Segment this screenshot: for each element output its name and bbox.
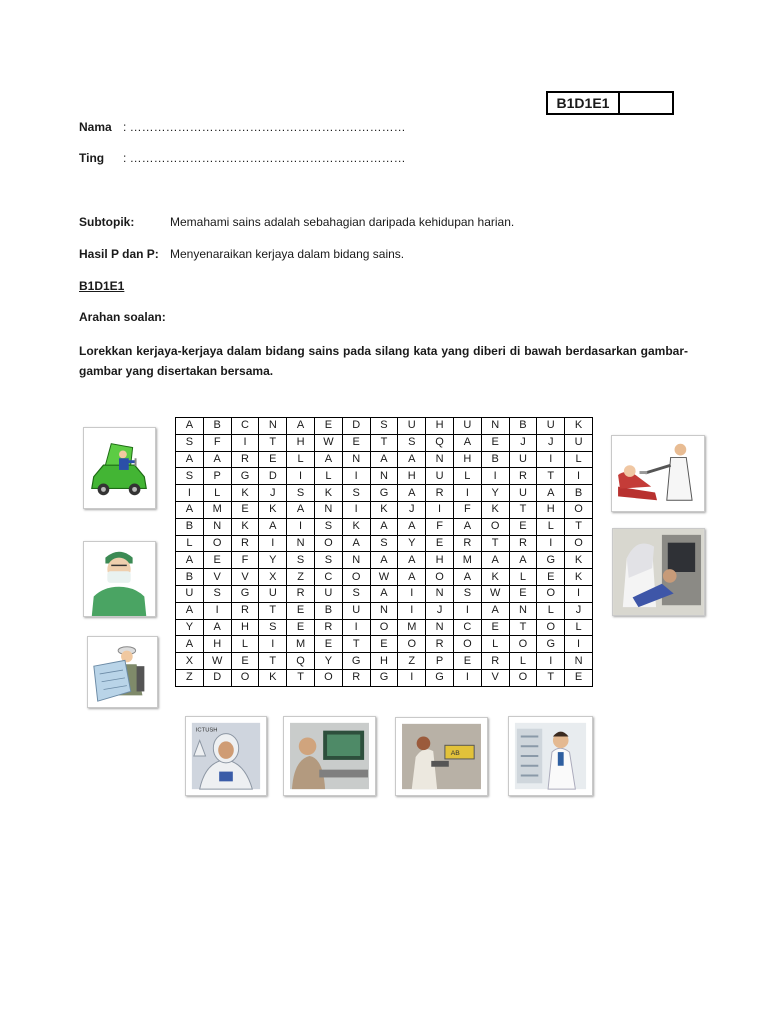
grid-cell[interactable]: B: [176, 569, 204, 586]
grid-cell[interactable]: E: [481, 434, 509, 451]
grid-cell[interactable]: N: [342, 451, 370, 468]
grid-cell[interactable]: A: [453, 434, 481, 451]
grid-cell[interactable]: A: [370, 451, 398, 468]
grid-cell[interactable]: R: [314, 619, 342, 636]
grid-cell[interactable]: A: [203, 451, 231, 468]
grid-cell[interactable]: L: [537, 518, 565, 535]
grid-cell[interactable]: I: [537, 653, 565, 670]
grid-cell[interactable]: Y: [259, 552, 287, 569]
grid-cell[interactable]: V: [231, 569, 259, 586]
grid-cell[interactable]: N: [370, 468, 398, 485]
grid-cell[interactable]: E: [314, 418, 342, 435]
grid-cell[interactable]: F: [203, 434, 231, 451]
grid-cell[interactable]: O: [565, 501, 593, 518]
ting-field[interactable]: : ……………………………………………………………: [123, 151, 406, 165]
grid-cell[interactable]: A: [481, 602, 509, 619]
grid-cell[interactable]: N: [203, 518, 231, 535]
nama-label: Nama: [79, 120, 112, 134]
grid-row: [176, 569, 593, 586]
grid-cell[interactable]: R: [453, 535, 481, 552]
grid-cell[interactable]: A: [176, 418, 204, 435]
grid-cell[interactable]: U: [537, 418, 565, 435]
grid-cell[interactable]: K: [342, 518, 370, 535]
svg-text:AB: AB: [450, 750, 460, 758]
grid-cell[interactable]: G: [370, 485, 398, 502]
grid-cell[interactable]: T: [565, 518, 593, 535]
hasil-value: Menyenaraikan kerjaya dalam bidang sains.: [170, 247, 405, 261]
grid-cell[interactable]: U: [398, 418, 426, 435]
subtopik-value: Memahami sains adalah sebahagian daripada kehidupan harian.: [170, 215, 515, 229]
grid-cell[interactable]: I: [537, 451, 565, 468]
architect-picture: [87, 636, 158, 708]
grid-cell[interactable]: N: [314, 501, 342, 518]
mechanic-picture: [83, 427, 156, 509]
grid-cell[interactable]: E: [314, 636, 342, 653]
grid-cell[interactable]: K: [231, 485, 259, 502]
grid-cell[interactable]: S: [287, 485, 315, 502]
grid-row: [176, 552, 593, 569]
code-box: [546, 91, 674, 115]
grid-cell[interactable]: S: [203, 585, 231, 602]
grid-cell[interactable]: O: [537, 619, 565, 636]
grid-cell[interactable]: S: [314, 518, 342, 535]
grid-cell[interactable]: N: [509, 602, 537, 619]
grid-cell[interactable]: F: [426, 518, 454, 535]
grid-cell[interactable]: H: [287, 434, 315, 451]
grid-cell[interactable]: H: [370, 653, 398, 670]
grid-row: [176, 451, 593, 468]
grid-cell[interactable]: I: [287, 468, 315, 485]
grid-row: [176, 501, 593, 518]
grid-cell[interactable]: K: [314, 485, 342, 502]
code-box-label: B1D1E1: [548, 93, 620, 113]
grid-cell[interactable]: C: [453, 619, 481, 636]
grid-cell[interactable]: G: [231, 585, 259, 602]
grid-cell[interactable]: R: [231, 451, 259, 468]
nama-field[interactable]: : ……………………………………………………………: [123, 120, 406, 134]
grid-cell[interactable]: I: [176, 485, 204, 502]
grid-row: [176, 535, 593, 552]
grid-cell[interactable]: I: [231, 434, 259, 451]
grid-cell[interactable]: A: [176, 501, 204, 518]
grid-cell[interactable]: N: [426, 619, 454, 636]
grid-cell[interactable]: E: [287, 619, 315, 636]
computer-operator-picture: [283, 716, 376, 796]
grid-row: [176, 468, 593, 485]
grid-cell[interactable]: R: [287, 585, 315, 602]
grid-cell[interactable]: Y: [398, 535, 426, 552]
grid-cell[interactable]: V: [203, 569, 231, 586]
grid-cell[interactable]: S: [398, 434, 426, 451]
grid-cell[interactable]: T: [537, 468, 565, 485]
astronaut-caption: ICTUSH: [195, 727, 218, 734]
grid-cell[interactable]: M: [398, 619, 426, 636]
grid-cell[interactable]: E: [231, 653, 259, 670]
grid-cell[interactable]: C: [231, 418, 259, 435]
grid-cell[interactable]: I: [342, 501, 370, 518]
grid-cell[interactable]: L: [481, 636, 509, 653]
grid-cell[interactable]: L: [565, 619, 593, 636]
grid-cell[interactable]: J: [426, 602, 454, 619]
grid-cell[interactable]: A: [509, 552, 537, 569]
grid-cell[interactable]: W: [481, 585, 509, 602]
grid-cell[interactable]: L: [509, 653, 537, 670]
grid-cell[interactable]: L: [287, 451, 315, 468]
grid-cell[interactable]: A: [481, 552, 509, 569]
grid-cell[interactable]: H: [231, 619, 259, 636]
grid-cell[interactable]: U: [342, 602, 370, 619]
grid-cell[interactable]: A: [176, 552, 204, 569]
grid-cell[interactable]: U: [176, 585, 204, 602]
grid-cell[interactable]: S: [176, 434, 204, 451]
grid-cell[interactable]: A: [398, 552, 426, 569]
grid-cell[interactable]: K: [565, 569, 593, 586]
grid-cell[interactable]: O: [314, 669, 342, 686]
grid-cell[interactable]: W: [314, 434, 342, 451]
grid-cell[interactable]: D: [342, 418, 370, 435]
grid-cell[interactable]: T: [370, 434, 398, 451]
grid-cell[interactable]: A: [370, 552, 398, 569]
grid-cell[interactable]: I: [426, 501, 454, 518]
grid-cell[interactable]: L: [203, 485, 231, 502]
grid-cell[interactable]: V: [481, 669, 509, 686]
grid-cell[interactable]: L: [537, 602, 565, 619]
grid-cell[interactable]: I: [287, 518, 315, 535]
hasil-label: Hasil P dan P:: [79, 247, 159, 261]
grid-cell[interactable]: I: [342, 619, 370, 636]
grid-cell[interactable]: E: [287, 602, 315, 619]
grid-cell[interactable]: E: [370, 636, 398, 653]
grid-cell[interactable]: I: [398, 669, 426, 686]
grid-cell[interactable]: S: [370, 418, 398, 435]
grid-cell[interactable]: H: [537, 501, 565, 518]
grid-cell[interactable]: O: [370, 619, 398, 636]
grid-cell[interactable]: U: [453, 418, 481, 435]
dentist-picture: [611, 435, 705, 512]
grid-cell[interactable]: Z: [398, 653, 426, 670]
grid-cell[interactable]: A: [176, 451, 204, 468]
grid-cell[interactable]: O: [481, 518, 509, 535]
grid-cell[interactable]: S: [176, 468, 204, 485]
grid-row: [176, 669, 593, 686]
grid-row: [176, 585, 593, 602]
grid-cell[interactable]: K: [481, 569, 509, 586]
grid-cell[interactable]: E: [509, 518, 537, 535]
grid-cell[interactable]: K: [259, 669, 287, 686]
grid-cell[interactable]: X: [259, 569, 287, 586]
grid-cell[interactable]: I: [565, 636, 593, 653]
grid-cell[interactable]: K: [481, 501, 509, 518]
grid-cell[interactable]: M: [203, 501, 231, 518]
grid-cell[interactable]: H: [453, 451, 481, 468]
grid-cell[interactable]: A: [259, 518, 287, 535]
grid-cell[interactable]: L: [453, 468, 481, 485]
grid-cell[interactable]: P: [426, 653, 454, 670]
grid-cell[interactable]: H: [426, 418, 454, 435]
grid-row: [176, 602, 593, 619]
grid-cell[interactable]: Z: [176, 669, 204, 686]
grid-cell[interactable]: H: [426, 552, 454, 569]
grid-cell[interactable]: D: [259, 468, 287, 485]
astronaut-picture: [185, 716, 267, 796]
grid-row: [176, 619, 593, 636]
grid-cell[interactable]: L: [509, 569, 537, 586]
grid-cell[interactable]: U: [259, 585, 287, 602]
grid-cell[interactable]: M: [453, 552, 481, 569]
grid-row: [176, 636, 593, 653]
grid-cell[interactable]: A: [370, 585, 398, 602]
grid-cell[interactable]: R: [426, 485, 454, 502]
grid-cell[interactable]: A: [453, 569, 481, 586]
grid-row: [176, 418, 593, 435]
grid-cell[interactable]: K: [565, 418, 593, 435]
grid-cell[interactable]: N: [370, 602, 398, 619]
grid-cell[interactable]: T: [259, 653, 287, 670]
grid-cell[interactable]: R: [481, 653, 509, 670]
grid-cell[interactable]: S: [342, 585, 370, 602]
grid-cell[interactable]: R: [509, 535, 537, 552]
grid-cell[interactable]: U: [426, 468, 454, 485]
grid-cell[interactable]: J: [537, 434, 565, 451]
grid-cell[interactable]: A: [453, 518, 481, 535]
grid-cell[interactable]: T: [537, 669, 565, 686]
grid-row: [176, 485, 593, 502]
grid-cell[interactable]: A: [203, 619, 231, 636]
grid-cell[interactable]: Q: [287, 653, 315, 670]
grid-cell[interactable]: G: [426, 669, 454, 686]
grid-cell[interactable]: E: [426, 535, 454, 552]
grid-cell[interactable]: R: [426, 636, 454, 653]
word-search-grid: [175, 417, 593, 687]
grid-cell[interactable]: A: [287, 418, 315, 435]
grid-cell[interactable]: Y: [481, 485, 509, 502]
grid-cell[interactable]: O: [537, 585, 565, 602]
grid-cell[interactable]: W: [370, 569, 398, 586]
grid-cell[interactable]: K: [565, 552, 593, 569]
grid-cell[interactable]: U: [314, 585, 342, 602]
grid-cell[interactable]: L: [176, 535, 204, 552]
grid-cell[interactable]: B: [509, 418, 537, 435]
grid-cell[interactable]: A: [398, 518, 426, 535]
grid-cell[interactable]: E: [537, 569, 565, 586]
grid-cell[interactable]: S: [370, 535, 398, 552]
grid-cell[interactable]: A: [287, 501, 315, 518]
grid-cell[interactable]: I: [481, 468, 509, 485]
grid-cell[interactable]: G: [370, 669, 398, 686]
grid-cell[interactable]: O: [398, 636, 426, 653]
grid-cell[interactable]: N: [426, 585, 454, 602]
grid-cell[interactable]: K: [370, 501, 398, 518]
grid-cell[interactable]: S: [314, 552, 342, 569]
grid-cell[interactable]: U: [565, 434, 593, 451]
grid-cell[interactable]: E: [509, 585, 537, 602]
grid-cell[interactable]: A: [176, 636, 204, 653]
grid-cell[interactable]: N: [426, 451, 454, 468]
grid-cell[interactable]: W: [203, 653, 231, 670]
grid-cell[interactable]: G: [231, 468, 259, 485]
grid-cell[interactable]: E: [453, 653, 481, 670]
section-code: B1D1E1: [79, 279, 125, 293]
grid-cell[interactable]: B: [314, 602, 342, 619]
grid-cell[interactable]: N: [481, 418, 509, 435]
nurse-picture: [612, 528, 705, 616]
surgeon-picture: [83, 541, 156, 617]
grid-cell[interactable]: O: [453, 636, 481, 653]
grid-cell[interactable]: I: [342, 468, 370, 485]
grid-cell[interactable]: G: [537, 636, 565, 653]
grid-cell[interactable]: S: [259, 619, 287, 636]
grid-cell[interactable]: A: [176, 602, 204, 619]
instruction-text: Lorekkan kerjaya-kerjaya dalam bidang sains pada silang kata yang diberi di bawah berdasarkan gambar-gambar yang disertakan bersama.: [79, 344, 688, 378]
ting-line: [79, 151, 406, 165]
grid-cell[interactable]: Z: [287, 569, 315, 586]
grid-cell[interactable]: T: [509, 619, 537, 636]
grid-cell[interactable]: U: [509, 485, 537, 502]
grid-cell[interactable]: O: [342, 569, 370, 586]
grid-cell[interactable]: G: [537, 552, 565, 569]
grid-cell[interactable]: N: [259, 418, 287, 435]
grid-cell[interactable]: E: [203, 552, 231, 569]
grid-cell[interactable]: I: [565, 585, 593, 602]
grid-cell[interactable]: C: [314, 569, 342, 586]
grid-cell[interactable]: N: [565, 653, 593, 670]
grid-cell[interactable]: T: [509, 501, 537, 518]
grid-row: [176, 653, 593, 670]
grid-cell[interactable]: L: [231, 636, 259, 653]
pharmacist-picture: [508, 716, 593, 796]
technician-picture: [395, 717, 488, 796]
grid-cell[interactable]: O: [426, 569, 454, 586]
grid-cell[interactable]: A: [314, 451, 342, 468]
grid-cell[interactable]: T: [481, 535, 509, 552]
grid-cell[interactable]: Y: [176, 619, 204, 636]
grid-cell[interactable]: R: [231, 535, 259, 552]
grid-cell[interactable]: A: [398, 485, 426, 502]
grid-cell[interactable]: I: [565, 468, 593, 485]
grid-cell[interactable]: O: [314, 535, 342, 552]
grid-cell[interactable]: O: [509, 669, 537, 686]
grid-cell[interactable]: J: [509, 434, 537, 451]
grid-cell[interactable]: J: [259, 485, 287, 502]
grid-cell[interactable]: P: [203, 468, 231, 485]
grid-cell[interactable]: M: [287, 636, 315, 653]
grid-cell[interactable]: E: [342, 434, 370, 451]
grid-cell[interactable]: L: [565, 451, 593, 468]
grid-cell[interactable]: S: [342, 485, 370, 502]
grid-cell[interactable]: L: [314, 468, 342, 485]
grid-cell[interactable]: D: [203, 669, 231, 686]
grid-cell[interactable]: H: [398, 468, 426, 485]
grid-cell[interactable]: E: [259, 451, 287, 468]
grid-cell[interactable]: S: [287, 552, 315, 569]
grid-cell[interactable]: I: [203, 602, 231, 619]
grid-cell[interactable]: A: [370, 518, 398, 535]
nama-line: [79, 120, 406, 134]
grid-cell[interactable]: K: [259, 501, 287, 518]
subtopik-row: [79, 215, 679, 231]
grid-cell[interactable]: R: [342, 669, 370, 686]
grid-cell[interactable]: T: [259, 602, 287, 619]
grid-cell[interactable]: B: [176, 518, 204, 535]
grid-cell[interactable]: O: [203, 535, 231, 552]
grid-cell[interactable]: F: [453, 501, 481, 518]
grid-cell[interactable]: I: [453, 602, 481, 619]
grid-cell[interactable]: I: [259, 535, 287, 552]
subtopik-label: Subtopik:: [79, 215, 135, 229]
grid-cell[interactable]: F: [231, 552, 259, 569]
hasil-row: [79, 247, 679, 263]
grid-row: [176, 518, 593, 535]
grid-cell[interactable]: N: [342, 552, 370, 569]
grid-cell[interactable]: I: [453, 669, 481, 686]
grid-cell[interactable]: X: [176, 653, 204, 670]
grid-cell[interactable]: E: [481, 619, 509, 636]
grid-cell[interactable]: T: [342, 636, 370, 653]
grid-cell[interactable]: I: [259, 636, 287, 653]
grid-cell[interactable]: I: [453, 485, 481, 502]
grid-cell[interactable]: A: [398, 569, 426, 586]
grid-cell[interactable]: I: [398, 585, 426, 602]
grid-row: [176, 434, 593, 451]
grid-cell[interactable]: R: [231, 602, 259, 619]
grid-cell[interactable]: E: [231, 501, 259, 518]
grid-cell[interactable]: H: [203, 636, 231, 653]
grid-cell[interactable]: B: [203, 418, 231, 435]
ting-label: Ting: [79, 151, 105, 165]
grid-cell[interactable]: U: [509, 451, 537, 468]
grid-cell[interactable]: R: [509, 468, 537, 485]
grid-cell[interactable]: O: [509, 636, 537, 653]
grid-cell[interactable]: S: [453, 585, 481, 602]
grid-cell[interactable]: J: [398, 501, 426, 518]
grid-cell[interactable]: T: [259, 434, 287, 451]
grid-cell[interactable]: G: [342, 653, 370, 670]
grid-cell[interactable]: Y: [314, 653, 342, 670]
grid-cell[interactable]: Q: [426, 434, 454, 451]
grid-cell[interactable]: K: [231, 518, 259, 535]
grid-cell[interactable]: A: [398, 451, 426, 468]
code-box-blank: [620, 93, 672, 113]
grid-cell[interactable]: B: [481, 451, 509, 468]
instruction-heading: Arahan soalan:: [79, 310, 166, 324]
grid-cell[interactable]: N: [287, 535, 315, 552]
grid-cell[interactable]: I: [398, 602, 426, 619]
grid-cell[interactable]: E: [565, 669, 593, 686]
grid-cell[interactable]: A: [342, 535, 370, 552]
grid-cell[interactable]: J: [565, 602, 593, 619]
grid-cell[interactable]: O: [565, 535, 593, 552]
grid-cell[interactable]: B: [565, 485, 593, 502]
grid-cell[interactable]: A: [537, 485, 565, 502]
grid-cell[interactable]: I: [537, 535, 565, 552]
grid-cell[interactable]: T: [287, 669, 315, 686]
grid-cell[interactable]: O: [231, 669, 259, 686]
